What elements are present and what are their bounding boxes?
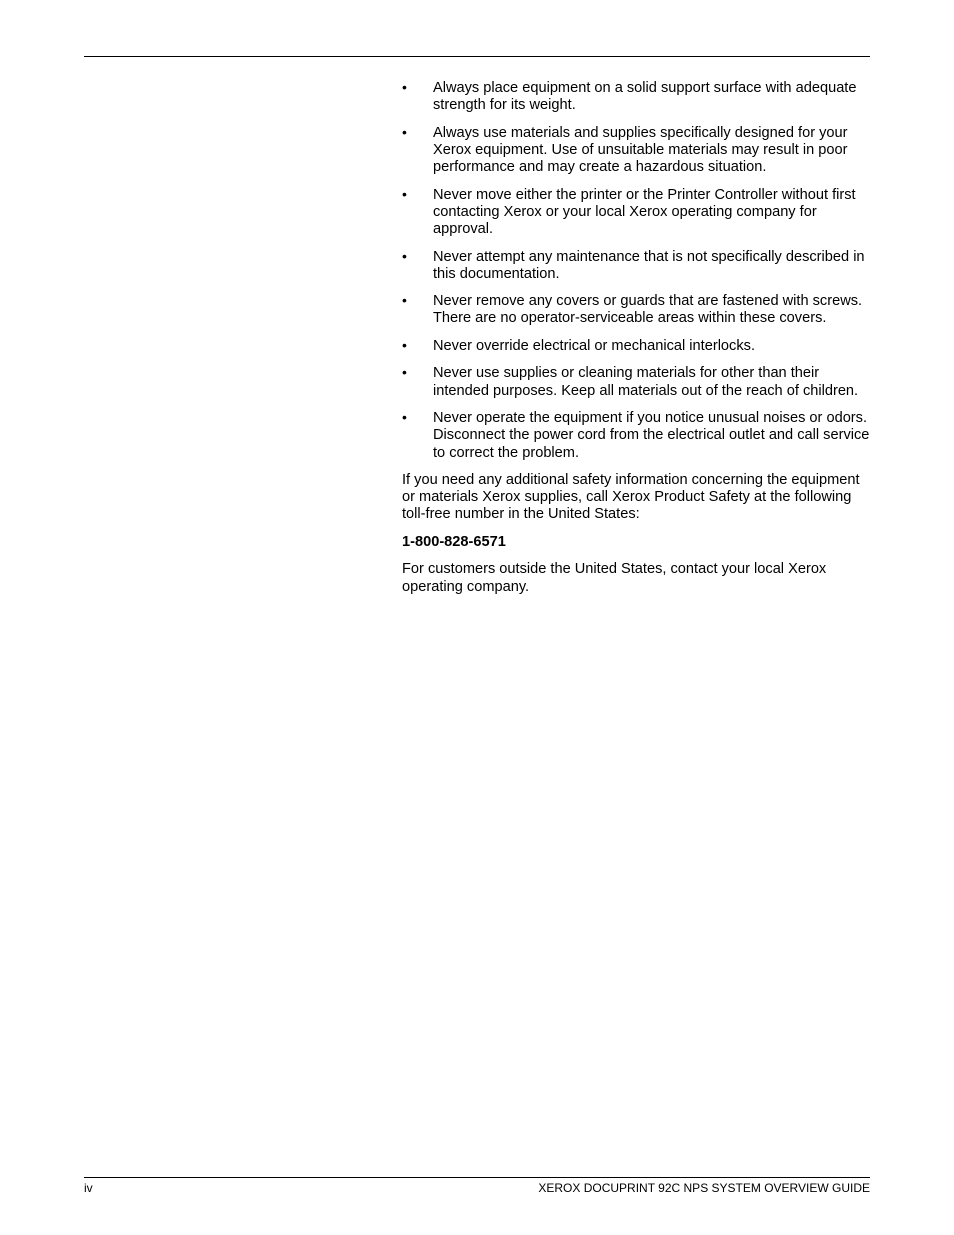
page-number: iv (84, 1181, 93, 1195)
list-item-text: Never use supplies or cleaning materials for other than their intended purposes. Keep all materials out of the reach of children. (433, 365, 859, 399)
list-item (402, 80, 872, 114)
list-item (402, 187, 872, 239)
bullet-icon: • (402, 336, 407, 353)
bullet-icon: • (402, 185, 407, 202)
list-item (402, 365, 872, 399)
safety-bullet-list (402, 80, 872, 462)
footer-guide-title: XEROX DOCUPRINT 92C NPS SYSTEM OVERVIEW GUIDE (538, 1181, 870, 1195)
list-item (402, 293, 872, 327)
bullet-icon: • (402, 247, 407, 264)
outside-us-paragraph: For customers outside the United States, contact your local Xerox operating company. (402, 561, 827, 595)
list-item-text: Never move either the printer or the Printer Controller without first contacting Xerox or your local Xerox operating company for approval. (433, 186, 856, 238)
bullet-icon: • (402, 364, 407, 381)
list-item-text: Never override electrical or mechanical interlocks. (433, 337, 755, 354)
list-item-text: Always place equipment on a solid support surface with adequate strength for its weight. (433, 80, 857, 114)
bullet-icon: • (402, 79, 407, 95)
list-item (402, 125, 872, 177)
list-item (402, 410, 872, 462)
main-content (402, 80, 872, 606)
phone-number: 1-800-828-6571 (402, 533, 506, 550)
header-rule (84, 56, 870, 57)
bullet-icon: • (402, 123, 407, 140)
bullet-icon: • (402, 292, 407, 309)
list-item-text: Never remove any covers or guards that are fastened with screws. There are no operator-serviceable areas within these covers. (433, 293, 863, 327)
list-item-text: Always use materials and supplies specifically designed for your Xerox equipment. Use of unsuitable materials may result in poor performance and may create a hazardous situation. (433, 124, 848, 176)
bullet-icon: • (402, 409, 407, 426)
list-item-text: Never attempt any maintenance that is not specifically described in this documentation. (433, 248, 865, 282)
list-item (402, 249, 872, 283)
list-item-text: Never operate the equipment if you notice unusual noises or odors. Disconnect the power cord from the electrical outlet and call service to correct the problem. (433, 410, 870, 461)
safety-info-paragraph: If you need any additional safety information concerning the equipment or materials Xerox supplies, call Xerox Product Safety at the following toll-free number in the United States: (402, 472, 860, 523)
footer-rule (84, 1177, 870, 1178)
list-item (402, 338, 872, 355)
